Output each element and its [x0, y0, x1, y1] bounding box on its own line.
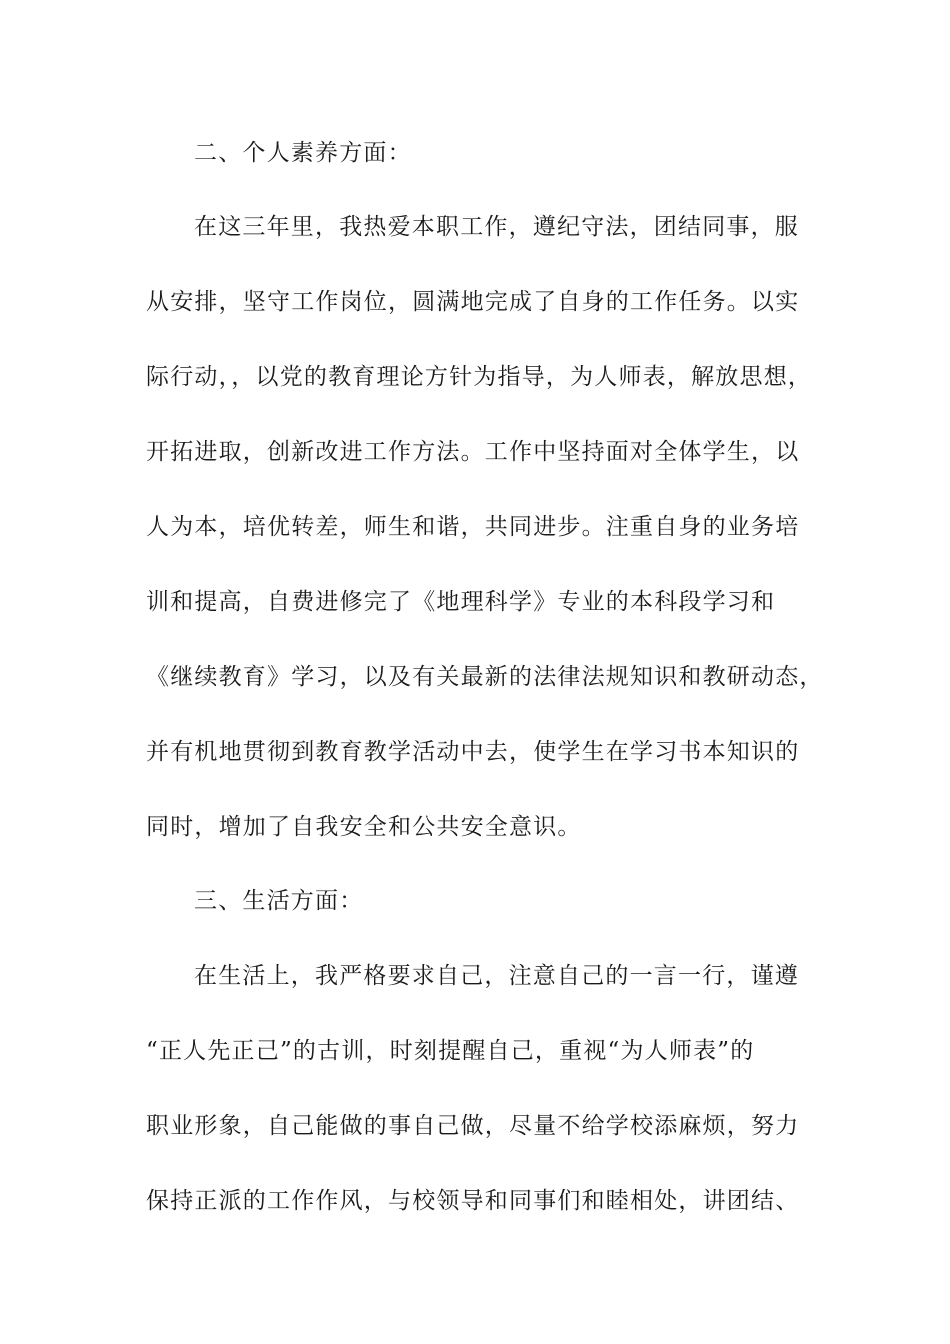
paragraph-line: 保持正派的工作作风，与校领导和同事们和睦相处，讲团结、	[146, 1188, 800, 1214]
paragraph-line: 训和提高，自费进修完了《地理科学》专业的本科段学习和	[146, 589, 776, 615]
paragraph-line: 职业形象，自己能做的事自己做，尽量不给学校添麻烦，努力	[146, 1113, 800, 1139]
paragraph-line: 《继续教育》学习，以及有关最新的法律法规知识和教研动态，	[146, 664, 824, 690]
paragraph-line: “正人先正己”的古训，时刻提醒自己，重视“为人师表”的	[146, 1038, 755, 1064]
paragraph-line: 人为本，培优转差，师生和谐，共同进步。注重自身的业务培	[146, 514, 800, 540]
paragraph-line: 从安排，坚守工作岗位，圆满地完成了自身的工作任务。以实	[146, 289, 800, 315]
section-heading-life: 三、生活方面：	[194, 888, 364, 914]
paragraph-line: 在这三年里，我热爱本职工作，遵纪守法，团结同事，服	[194, 214, 799, 240]
paragraph-line: 在生活上，我严格要求自己，注意自己的一言一行，谨遵	[194, 963, 799, 989]
paragraph-line: 际行动，，以党的教育理论方针为指导，为人师表，解放思想，	[146, 364, 813, 390]
paragraph-line: 同时，增加了自我安全和公共安全意识。	[146, 814, 582, 840]
paragraph-line: 开拓进取，创新改进工作方法。工作中坚持面对全体学生，以	[146, 439, 800, 465]
section-heading-personal-quality: 二、个人素养方面：	[194, 140, 412, 166]
paragraph-line: 并有机地贯彻到教育教学活动中去，使学生在学习书本知识的	[146, 739, 800, 765]
